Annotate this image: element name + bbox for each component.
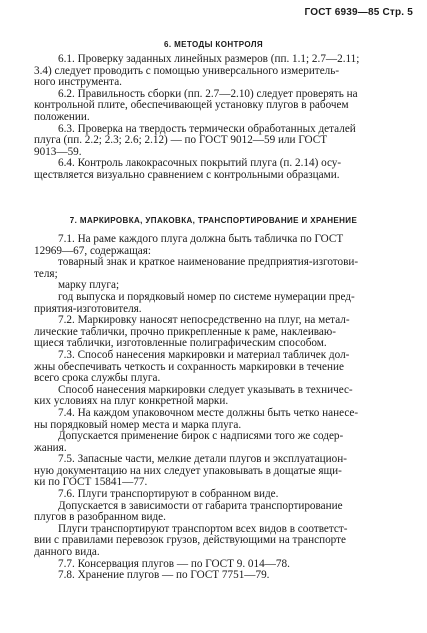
text-line: 7.8. Хранение плугов — по ГОСТ 7751—79. [58,569,270,582]
text-line: год выпуска и порядковый номер по системе нумерации пред- [58,290,355,303]
text-line: товарный знак и краткое наименование предприятия-изготови- [58,256,359,269]
text-line: жания. [34,441,67,454]
section-7-title: 7. МАРКИРОВКА, УПАКОВКА, ТРАНСПОРТИРОВАНИЕ И ХРАНЕНИЕ [69,216,358,225]
text-line: 6.4. Контроль лакокрасочных покрытий плуга (п. 2.14) осу- [58,157,342,170]
text-line: ки по ГОСТ 15841—77. [34,476,148,489]
text-line: ную документацию на них следует упаковывать в дощатые ящи- [34,464,342,477]
text-line: 7.4. На каждом упаковочном месте должны быть четко нанесе- [58,406,359,419]
text-line: 12969—67, содержащая: [34,244,151,257]
text-line: всего срока службы плуга. [34,372,161,385]
text-line: Допускается в зависимости от габарита транспортирование [58,499,343,512]
section-6-title: 6. МЕТОДЫ КОНТРОЛЯ [163,40,264,49]
text-line: 7.7. Консервация плугов — по ГОСТ 9. 014—78. [58,557,290,570]
text-line: Способ нанесения маркировки следует указывать в техничес- [58,383,353,396]
text-line: Допускается применение бирок с надписями того же содер- [58,430,344,443]
text-line: 7.6. Плуги транспортируют в собранном виде. [58,488,279,501]
text-line: ны порядковый номер места и марка плуга. [34,418,242,431]
text-line: жны обеспечивать четкость и сохранность маркировки в течение [34,360,344,373]
text-line: 6.3. Проверка на твердость термически обработанных деталей [58,122,356,135]
text-line: лические таблички, прочно прикрепленные к раме, наклеиваю- [34,325,336,338]
text-line: 6.1. Проверку заданных линейных размеров (пп. 1.1; 2.7—2.11; [58,53,360,65]
text-line: 9013—59. [34,145,82,158]
text-line: 7.2. Маркировку наносят непосредственно на плуг, на метал- [58,314,350,327]
text-line: 6.2. Правильность сборки (пп. 2.7—2.10) следует проверять на [58,87,358,100]
text-line: 3.4) следует проводить с помощью универсального измеритель- [34,64,340,77]
text-line: Плуги транспортируют транспортом всех видов в соответст- [58,522,348,535]
text-line: вии с правилами перевозок грузов, действующими на транспорте [34,534,346,547]
text-line: 7.1. На раме каждого плуга должна быть табличка по ГОСТ [58,233,344,245]
section-6-body [34,54,406,182]
text-line: 7.5. Запасные части, мелкие детали плугов и эксплуатацион- [58,453,347,466]
text-line: положении. [34,110,90,123]
section-7-body [34,234,406,582]
text-line: плугов в разобранном виде. [34,511,166,524]
text-line: плуга (пп. 2.2; 2.3; 2.6; 2.12) — по ГОСТ 9012—59 или ГОСТ [34,134,328,147]
text-line: теля; [34,267,58,280]
text-line: ществляется визуально сравнением с контрольными образцами. [34,168,340,181]
text-line: ких условиях на плуг конкретной марки. [34,395,229,408]
text-line: контрольной плите, обеспечивающей установку плугов в рабочем [34,99,349,112]
text-line: щиеся таблички, изготовленные полиграфическим способом. [34,337,327,350]
text-line: данного вида. [34,546,100,559]
text-line: ного инструмента. [34,76,122,89]
page-header: ГОСТ 6939—85 Стр. 5 [304,7,413,18]
text-line: приятия-изготовителя. [34,302,142,315]
text-line: марку плуга; [58,279,120,292]
text-line: 7.3. Способ нанесения маркировки и материал табличек дол- [58,348,350,361]
